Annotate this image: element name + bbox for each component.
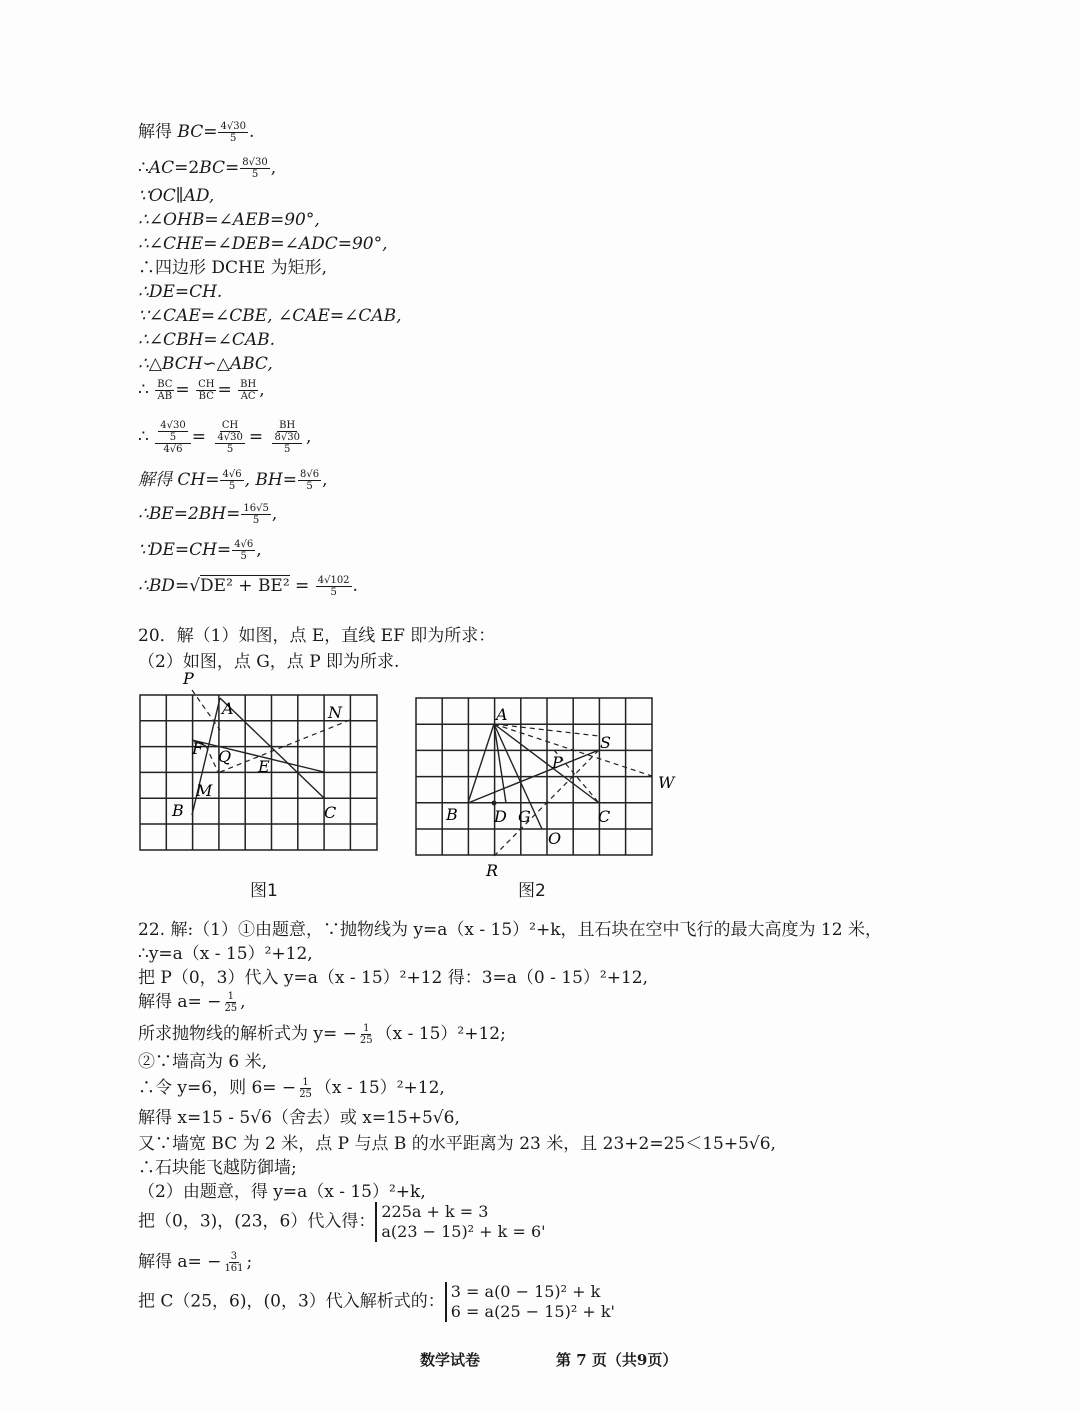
q19-line-14: ∴BE=2BH= $\frac{16√5}{5}$ , — [138, 503, 278, 526]
q22-line-13: 解得 a= − $\frac{3}{161}$ ; — [138, 1251, 253, 1274]
q19-line-15: ∵DE=CH= $\frac{4√6}{5}$ , — [138, 539, 262, 562]
footer-page-number: 第 7 页（共9页） — [556, 1351, 678, 1369]
figure-2-caption: 图2 — [518, 881, 546, 901]
fig1-label-P: P — [183, 669, 194, 688]
q22-line-5: 所求抛物线的解析式为 y= − $\frac{1}{25}$ （x - 15）²+12; — [138, 1023, 506, 1046]
fig2-label-G: G — [518, 807, 531, 826]
q19-line-5: ∴∠CHE=∠DEB=∠ADC=90°, — [138, 234, 388, 254]
q22-line-6: ②∵墙高为 6 米, — [138, 1052, 268, 1072]
q22-line-1: 22. 解:（1）①由题意，∵抛物线为 y=a（x - 15）²+k，且石块在空中飞行的最大高度为 12 米， — [138, 920, 882, 940]
fig1-label-M: M — [196, 781, 213, 800]
q19-line-1: 解得 BC= $\frac{4√30}{5}$ . — [138, 121, 255, 144]
q22-line-9: 又∵墙宽 BC 为 2 米，点 P 与点 B 的水平距离为 23 米，且 23+2=25＜15+5√6, — [138, 1134, 776, 1154]
fig1-label-C: C — [324, 803, 337, 822]
q22-line-2: ∴y=a（x - 15）²+12, — [138, 944, 313, 964]
q19-line-6: ∴四边形 DCHE 为矩形, — [138, 258, 328, 278]
fig1-label-N: N — [328, 703, 342, 722]
q19-line-4: ∴∠OHB=∠AEB=90°, — [138, 210, 320, 230]
q19-line-13: 解得 CH= $\frac{4√6}{5}$ , BH= $\frac{8√6}{5}$ , — [138, 469, 328, 492]
fig2-label-B: B — [446, 805, 458, 824]
q19-line-10: ∴△BCH∽△ABC, — [138, 354, 273, 374]
q19-line-3: ∵OC∥AD, — [138, 186, 215, 206]
q19-line-11: ∴ $\frac{BC}{AB}$ = $\frac{CH}{BC}$ = $\frac{BH}{AC}$ , — [138, 379, 265, 402]
fig2-label-D: D — [494, 807, 507, 826]
fig1-label-F: F — [192, 739, 204, 758]
q19-line-7: ∴DE=CH. — [138, 282, 223, 302]
fig2-label-S: S — [600, 733, 611, 752]
fig2-label-R: R — [486, 861, 499, 880]
fig2-label-P: P — [552, 753, 563, 772]
fig2-label-O: O — [548, 829, 562, 848]
fig1-label-B: B — [172, 801, 184, 820]
fig1-label-A: A — [222, 699, 234, 718]
equation-system-2: 3 = a(0 − 15)² + k 6 = a(25 − 15)² + k' — [445, 1282, 615, 1322]
figure-1-caption: 图1 — [250, 881, 278, 901]
figure-2 — [414, 696, 684, 890]
q22-line-11: （2）由题意，得 y=a（x - 15）²+k, — [138, 1182, 426, 1202]
fig1-label-E: E — [258, 757, 270, 776]
q19-line-8: ∵∠CAE=∠CBE, ∠CAE=∠CAB, — [138, 306, 402, 326]
q22-line-14: 把 C（25，6)，(0，3）代入解析式的： 3 = a(0 − 15)² + k 6 = a(25 − 15)² + k' — [138, 1282, 615, 1321]
q22-line-10: ∴石块能飞越防御墙; — [138, 1158, 297, 1178]
figure-1 — [138, 670, 378, 859]
fig2-label-C: C — [598, 807, 611, 826]
q20-line-2: （2）如图，点 G，点 P 即为所求. — [138, 652, 400, 672]
q22-line-7: ∴令 y=6，则 6= − $\frac{1}{25}$ （x - 15）²+12, — [138, 1077, 445, 1100]
equation-system-1: 225a + k = 3 a(23 − 15)² + k = 6' — [375, 1202, 545, 1242]
q20-line-1: 20．解（1）如图，点 E，直线 EF 即为所求： — [138, 626, 496, 646]
fig2-label-W: W — [658, 773, 675, 792]
q22-line-12: 把（0，3)，(23，6）代入得： 225a + k = 3 a(23 − 15)² + k = 6' — [138, 1202, 546, 1241]
q22-line-4: 解得 a= − $\frac{1}{25}$ , — [138, 991, 246, 1014]
q19-line-16: ∴BD=√DE² + BE² = $\frac{4√102}{5}$ . — [138, 575, 358, 598]
fig2-label-A: A — [496, 705, 508, 724]
fig1-label-Q: Q — [218, 747, 232, 766]
q19-line-2: ∴AC=2BC= $\frac{8√30}{5}$ , — [138, 157, 277, 180]
footer-subject: 数学试卷 — [420, 1351, 481, 1369]
q22-line-8: 解得 x=15 - 5√6（舍去）或 x=15+5√6, — [138, 1108, 460, 1128]
q19-line-12: ∴ $\frac{\frac{4√30}{5}}{4√6}$ = $\frac{CH}{\frac{4√30}{5}}$ = $\frac{BH}{\frac{8√30}{5}}$ , — [138, 420, 312, 455]
q22-line-3: 把 P（0，3）代入 y=a（x - 15）²+12 得：3=a（0 - 15）²+12, — [138, 968, 649, 988]
q19-line-9: ∴∠CBH=∠CAB. — [138, 330, 276, 350]
